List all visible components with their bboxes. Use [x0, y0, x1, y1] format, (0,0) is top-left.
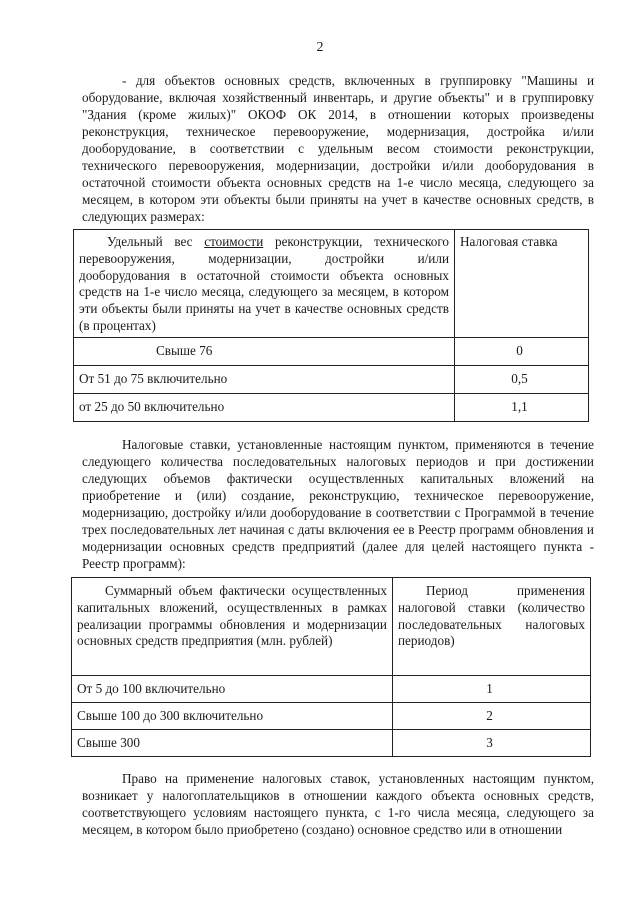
- table-row: [74, 337, 589, 365]
- table-header-row: [72, 578, 591, 676]
- header-underlined-word: стоимости: [204, 234, 264, 249]
- row-value: 1,1: [455, 393, 589, 421]
- row-label: От 5 до 100 включительно: [72, 676, 393, 703]
- paragraph-3: Право на применение налоговых ставок, установленных настоящим пунктом, возникает у налогоплательщиков в отношении каждого объекта основных средств, соответствующего условиям настоящего пункта, с 1-го числа месяца, следующего за месяцем, в котором было приобретено (создано) основное средство или в отношении: [82, 771, 594, 837]
- row-label: От 51 до 75 включительно: [74, 365, 455, 393]
- application-period-table: [71, 577, 591, 757]
- header-investment-volume: Суммарный объем фактически осуществленных капитальных вложений, осуществленных в рамках реализации программы обновления и модернизации основных средств предприятия (млн. рублей): [72, 578, 393, 676]
- paragraph-1: - для объектов основных средств, включенных в группировку "Машины и оборудование, включая хозяйственный инвентарь, и другие объекты" и в группировку "Здания (кроме жилых)" ОКОФ ОК 2014, в отношении которых произведены реконструкция, техническое перевооружение, модернизация, достройка и/или дооборудование, в соответствии с удельным весом стоимости реконструкции, технического перевооружения, модернизации, достройки и/или дооборудования в остаточной стоимости объекта основных средств на 1-е число месяца, следующего за месяцем, в котором эти объекты были приняты на учет в качестве основных средств, в следующих размерах:: [82, 73, 594, 224]
- header-text-part: Удельный вес: [107, 234, 205, 249]
- row-value: 0,5: [455, 365, 589, 393]
- table-row: [72, 676, 591, 703]
- table-row: [72, 730, 591, 757]
- row-label: Свыше 76: [74, 337, 455, 365]
- row-value: 3: [393, 730, 591, 757]
- row-value: 0: [455, 337, 589, 365]
- table-row: [74, 365, 589, 393]
- row-label: Свыше 100 до 300 включительно: [72, 703, 393, 730]
- table-header-row: [74, 230, 589, 338]
- table-row: [74, 393, 589, 421]
- paragraph-2: Налоговые ставки, установленные настоящим пунктом, применяются в течение следующего количества последовательных налоговых периодов и при достижении следующих объемов фактически осуществленных капитальных вложений на приобретение и (или) создание, реконструкцию, техническое перевооружение, модернизацию, достройку и/или дооборудование в соответствии с Программой в течение трех последовательных лет начиная с даты включения ее в Реестр программ обновления и модернизации основных средств предприятий (далее для целей настоящего пункта - Реестр программ):: [82, 437, 594, 571]
- row-value: 1: [393, 676, 591, 703]
- header-text-part: реконструкции, технического перевооружения, модернизации, достройки и/или дооборудования в остаточной стоимости объекта основных средств на 1-е число месяца, следующего за месяцем, в котором эти объекты были приняты на учет в качестве основных средств (в процентах): [79, 234, 449, 333]
- page-number: 2: [316, 40, 324, 55]
- table-row: [72, 703, 591, 730]
- header-tax-rate: Налоговая ставка: [455, 230, 589, 338]
- row-label: Свыше 300: [72, 730, 393, 757]
- header-application-period: Период применения налоговой ставки (количество последовательных налоговых периодов): [393, 578, 591, 676]
- row-label: от 25 до 50 включительно: [74, 393, 455, 421]
- tax-rate-table: [73, 229, 589, 422]
- row-value: 2: [393, 703, 591, 730]
- header-share-of-cost: [74, 230, 455, 338]
